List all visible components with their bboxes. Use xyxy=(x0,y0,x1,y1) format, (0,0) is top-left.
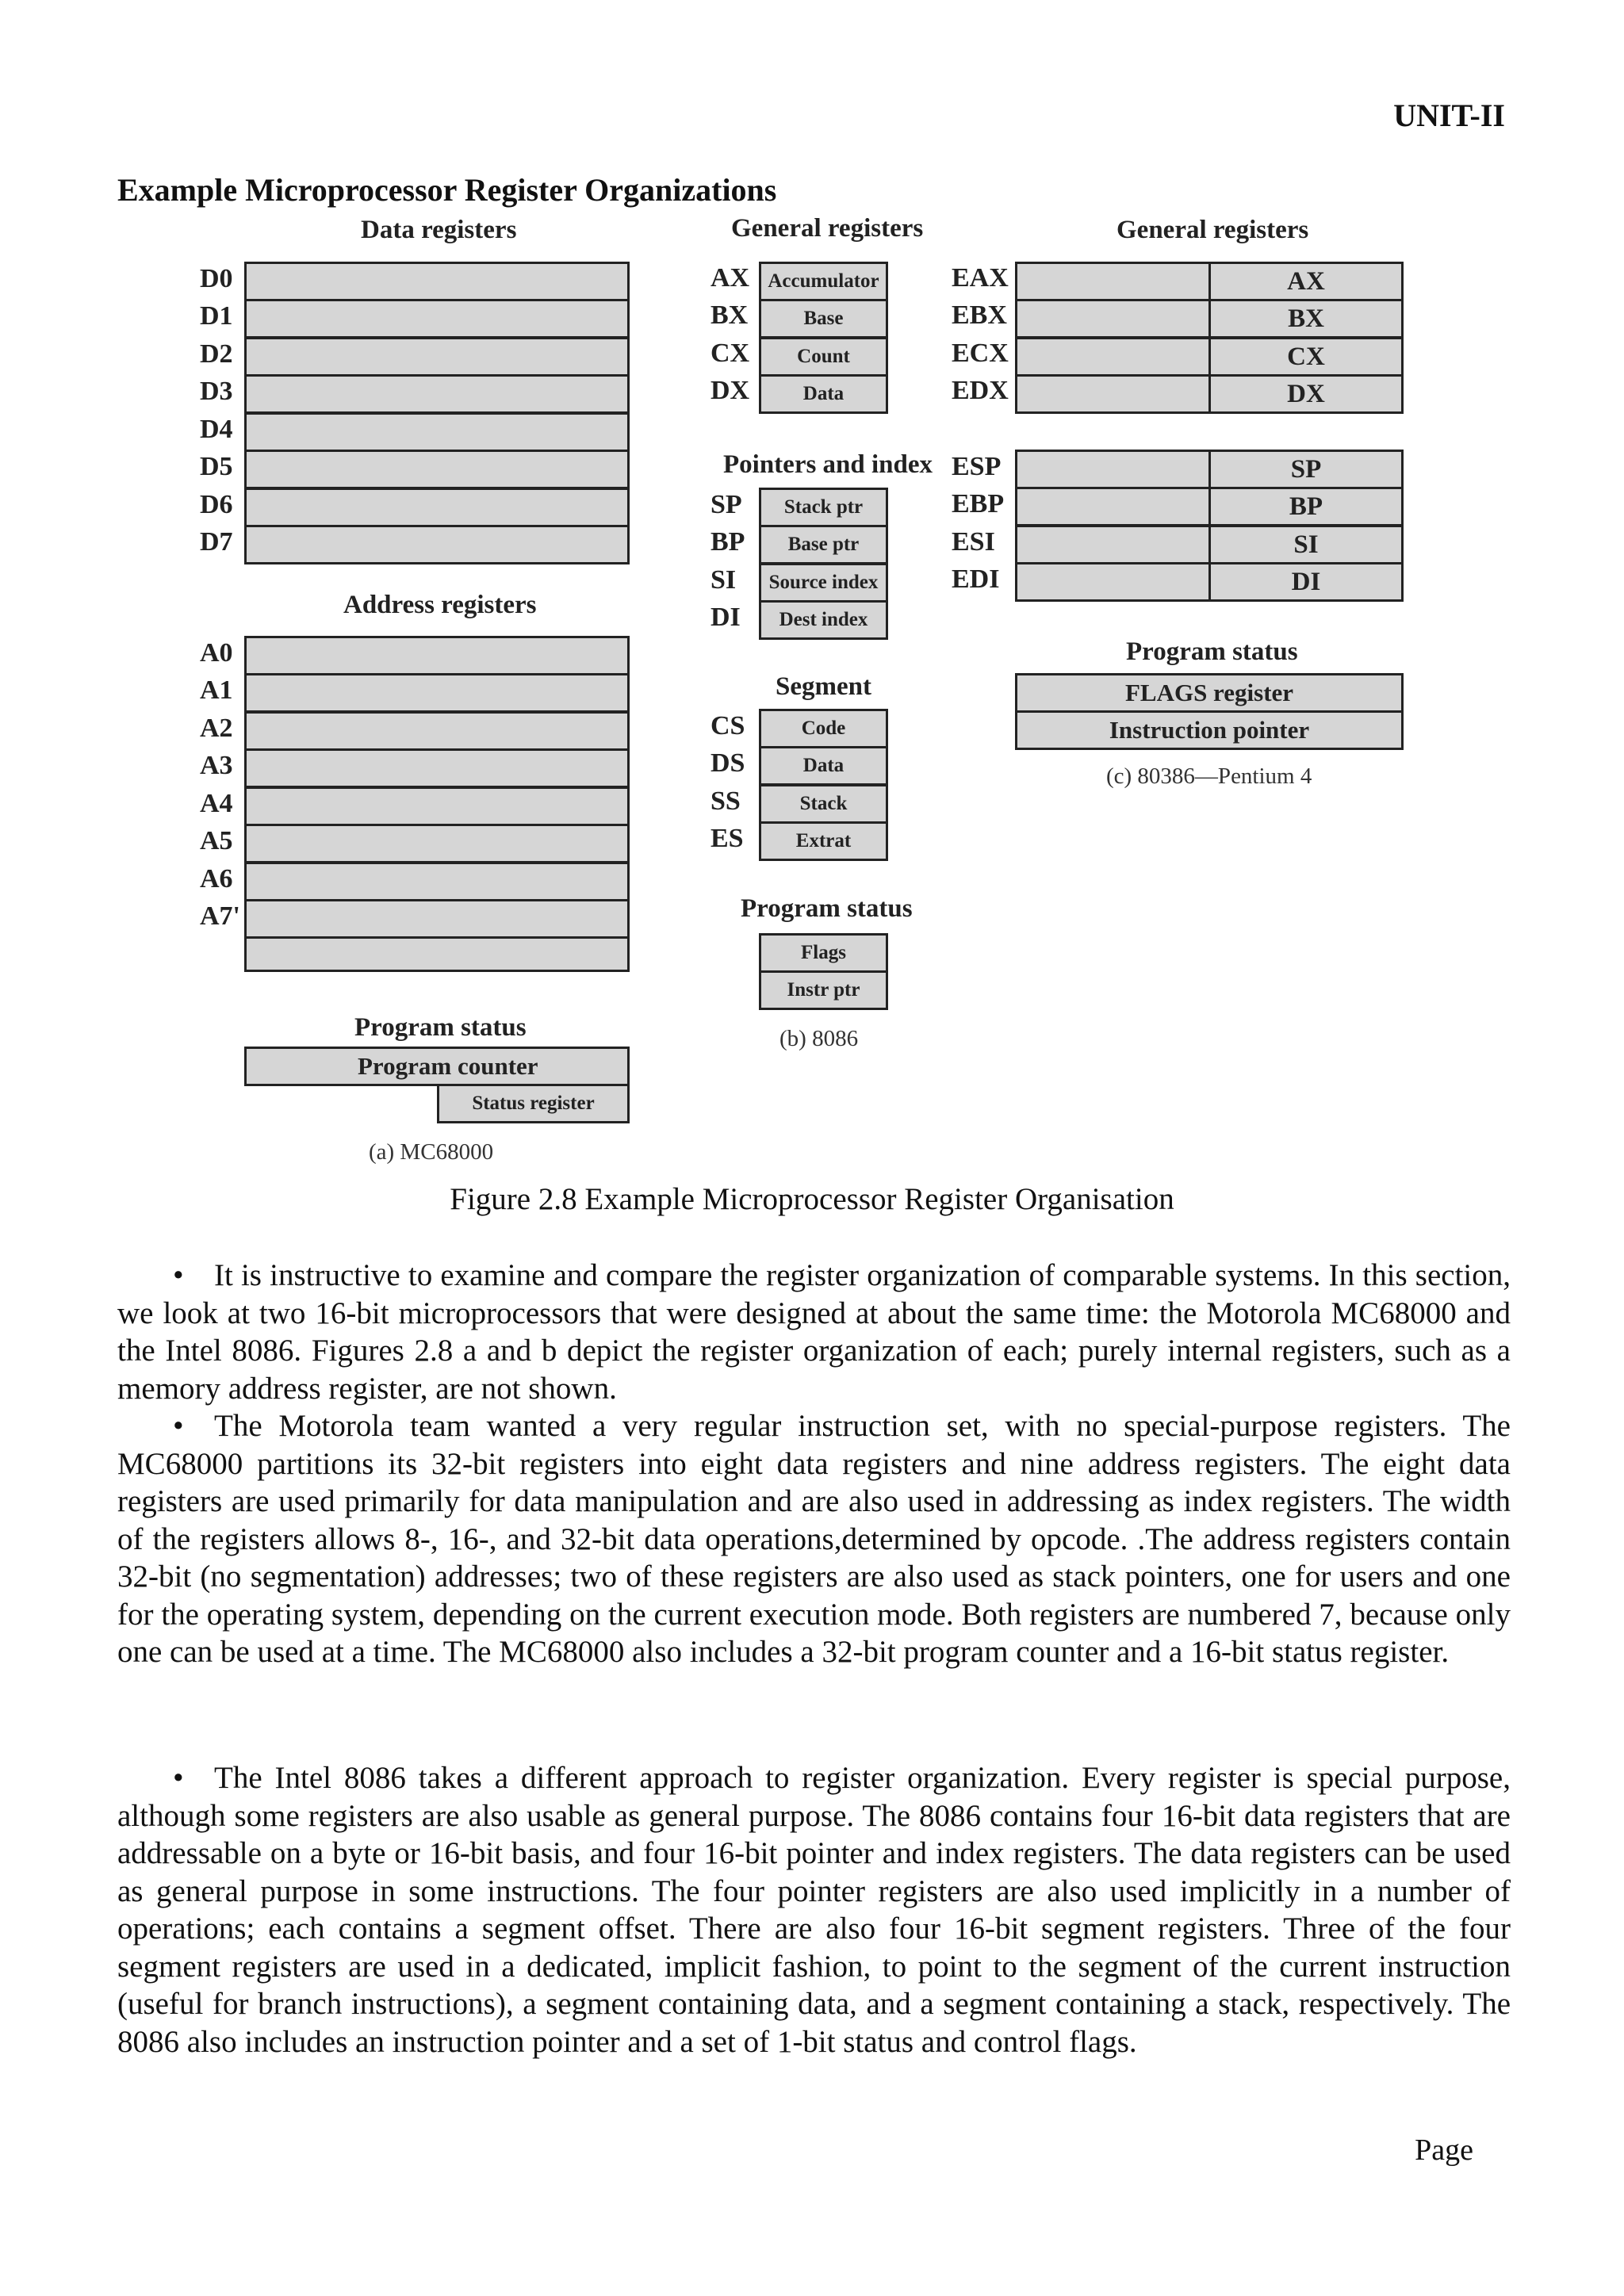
ebx-upper-box xyxy=(1015,299,1211,339)
reg-label-a1: A1 xyxy=(200,675,233,705)
unit-label: UNIT-II xyxy=(1393,98,1505,133)
reg-label-sp: SP xyxy=(710,490,742,519)
address-register-box xyxy=(244,786,630,826)
paragraph-1 xyxy=(117,1257,1511,1407)
reg-label-eax: EAX xyxy=(952,263,1009,293)
reg-label-a4: A4 xyxy=(200,789,233,818)
flags-register-box: FLAGS register xyxy=(1015,673,1404,713)
base-ptr-box: Base ptr xyxy=(759,525,888,564)
reg-label-bp: BP xyxy=(710,527,745,557)
mc68000-program-status-title: Program status xyxy=(354,1013,527,1042)
reg-label-si: SI xyxy=(710,565,737,595)
reg-label-bx: BX xyxy=(710,300,749,330)
esp-upper-box xyxy=(1015,450,1211,489)
i8086-general-title: General registers xyxy=(731,214,924,243)
bullet: • xyxy=(173,1761,184,1795)
figure-caption: Figure 2.8 Example Microprocessor Register Organisation xyxy=(450,1182,1174,1216)
reg-label-d5: D5 xyxy=(200,452,233,481)
reg-label-di: DI xyxy=(710,603,741,632)
source-index-box: Source index xyxy=(759,563,888,603)
reg-label-a5: A5 xyxy=(200,826,233,855)
bullet: • xyxy=(173,1409,184,1443)
address-register-box xyxy=(244,936,630,972)
address-register-box xyxy=(244,636,630,675)
page-number-label: Page xyxy=(1415,2133,1473,2167)
paragraph-2 xyxy=(117,1407,1511,1671)
reg-label-ebx: EBX xyxy=(952,300,1007,330)
count-box: Count xyxy=(759,337,888,377)
bullet: • xyxy=(173,1258,184,1292)
reg-label-a3: A3 xyxy=(200,751,233,780)
flags-box: Flags xyxy=(759,933,888,973)
reg-label-a7: A7' xyxy=(200,901,240,931)
base-box: Base xyxy=(759,299,888,339)
reg-label-d1: D1 xyxy=(200,301,233,331)
data-box: Data xyxy=(759,374,888,414)
di-box: DI xyxy=(1208,562,1404,602)
reg-label-ds: DS xyxy=(710,748,745,778)
ecx-upper-box xyxy=(1015,337,1211,377)
data-register-box xyxy=(244,337,630,377)
data-register-box xyxy=(244,374,630,414)
data-segment-box: Data xyxy=(759,746,888,786)
extra-segment-box: Extrat xyxy=(759,821,888,861)
address-register-box xyxy=(244,748,630,788)
reg-label-ebp: EBP xyxy=(952,489,1005,519)
reg-label-d2: D2 xyxy=(200,339,233,369)
pentium-program-status-title: Program status xyxy=(1126,637,1298,666)
reg-label-ax: AX xyxy=(710,263,750,293)
ebp-upper-box xyxy=(1015,487,1211,526)
address-register-box xyxy=(244,711,630,751)
accumulator-box: Accumulator xyxy=(759,262,888,301)
reg-label-esp: ESP xyxy=(952,452,1002,481)
reg-label-d4: D4 xyxy=(200,415,233,444)
page-heading: Example Microprocessor Register Organizations xyxy=(117,172,777,208)
i8086-segment-title: Segment xyxy=(776,672,871,701)
reg-label-d3: D3 xyxy=(200,377,233,406)
sp-box: SP xyxy=(1208,450,1404,489)
mc68000-caption: (a) MC68000 xyxy=(369,1139,494,1165)
i8086-caption: (b) 8086 xyxy=(779,1026,859,1051)
paragraph-1-text: It is instructive to examine and compare the register organization of comparable systems. In this section, we look at two 16-bit microprocessors that were designed at about the same time: the Motorola MC68000 and the Intel 8086. Figures 2.8 a and b depict the register organization of each; purely internal registers, such as a memory address register, are not shown. xyxy=(117,1258,1511,1406)
pentium-caption: (c) 80386—Pentium 4 xyxy=(1106,763,1312,789)
paragraph-2-text: The Motorola team wanted a very regular instruction set, with no special-purpose registers. The MC68000 partitions its 32-bit registers into eight data registers and nine address registers. The eight data registers are used primarily for data manipulation and are also used in addressing as index registers. The width of the registers allows 8-, 16-, and 32-bit data operations,determined by opcode. .The address registers contain 32-bit (no segmentation) addresses; two of these registers are also used as stack pointers, one for users and one for the operating system, depending on the current execution mode. Both registers are numbered 7, because only one can be used at a time. The MC68000 also includes a 32-bit program counter and a 16-bit status register. xyxy=(117,1409,1511,1669)
data-register-box xyxy=(244,450,630,489)
i8086-pointers-title: Pointers and index xyxy=(723,450,933,479)
address-register-box xyxy=(244,673,630,713)
si-box: SI xyxy=(1208,525,1404,564)
esi-upper-box xyxy=(1015,525,1211,564)
data-register-box xyxy=(244,299,630,339)
stack-ptr-box: Stack ptr xyxy=(759,488,888,527)
data-register-box xyxy=(244,412,630,452)
address-register-box xyxy=(244,899,630,939)
data-register-box xyxy=(244,488,630,527)
edi-upper-box xyxy=(1015,562,1211,602)
data-register-box xyxy=(244,525,630,564)
instruction-pointer-box: Instruction pointer xyxy=(1015,710,1404,750)
reg-label-edi: EDI xyxy=(952,564,1000,594)
status-register-box: Status register xyxy=(437,1084,630,1123)
ax-box: AX xyxy=(1208,262,1404,301)
stack-segment-box: Stack xyxy=(759,784,888,824)
address-register-box xyxy=(244,824,630,863)
reg-label-a2: A2 xyxy=(200,714,233,743)
reg-label-a6: A6 xyxy=(200,864,233,894)
eax-upper-box xyxy=(1015,262,1211,301)
reg-label-es: ES xyxy=(710,824,744,853)
data-register-box xyxy=(244,262,630,301)
dx-box: DX xyxy=(1208,374,1404,414)
reg-label-d0: D0 xyxy=(200,264,233,293)
edx-upper-box xyxy=(1015,374,1211,414)
instr-ptr-box: Instr ptr xyxy=(759,970,888,1010)
address-register-box xyxy=(244,862,630,901)
reg-label-edx: EDX xyxy=(952,376,1009,405)
reg-label-d6: D6 xyxy=(200,490,233,519)
reg-label-dx: DX xyxy=(710,376,750,405)
reg-label-a0: A0 xyxy=(200,638,233,668)
reg-label-ecx: ECX xyxy=(952,339,1009,368)
reg-label-cx: CX xyxy=(710,339,750,368)
program-counter-box: Program counter xyxy=(244,1047,630,1086)
paragraph-3-text: The Intel 8086 takes a different approach to register organization. Every register is special purpose, although some registers are also usable as general purpose. The 8086 contains four 16-bit data registers that are addressable on a byte or 16-bit basis, and four 16-bit pointer and index registers. The data registers can be used as general purpose in some instructions. The four pointer registers are also used implicitly in a number of operations; each contains a segment offset. There are also four 16-bit segment registers. Three of the four segment registers are used in a dedicated, implicit fashion, to point to the segment of the current instruction (useful for branch instructions), a segment containing data, and a segment containing a stack, respectively. The 8086 also includes an instruction pointer and a set of 1-bit status and control flags. xyxy=(117,1761,1511,2059)
pentium-general-title: General registers xyxy=(1116,216,1309,244)
i8086-program-status-title: Program status xyxy=(741,894,913,923)
paragraph-3 xyxy=(117,1759,1511,2061)
address-registers-title: Address registers xyxy=(343,591,537,619)
bp-box: BP xyxy=(1208,487,1404,526)
cx-box: CX xyxy=(1208,337,1404,377)
reg-label-esi: ESI xyxy=(952,527,995,557)
bx-box: BX xyxy=(1208,299,1404,339)
reg-label-cs: CS xyxy=(710,711,745,740)
dest-index-box: Dest index xyxy=(759,600,888,640)
reg-label-ss: SS xyxy=(710,786,741,816)
code-segment-box: Code xyxy=(759,709,888,748)
data-registers-title: Data registers xyxy=(361,216,517,244)
reg-label-d7: D7 xyxy=(200,527,233,557)
